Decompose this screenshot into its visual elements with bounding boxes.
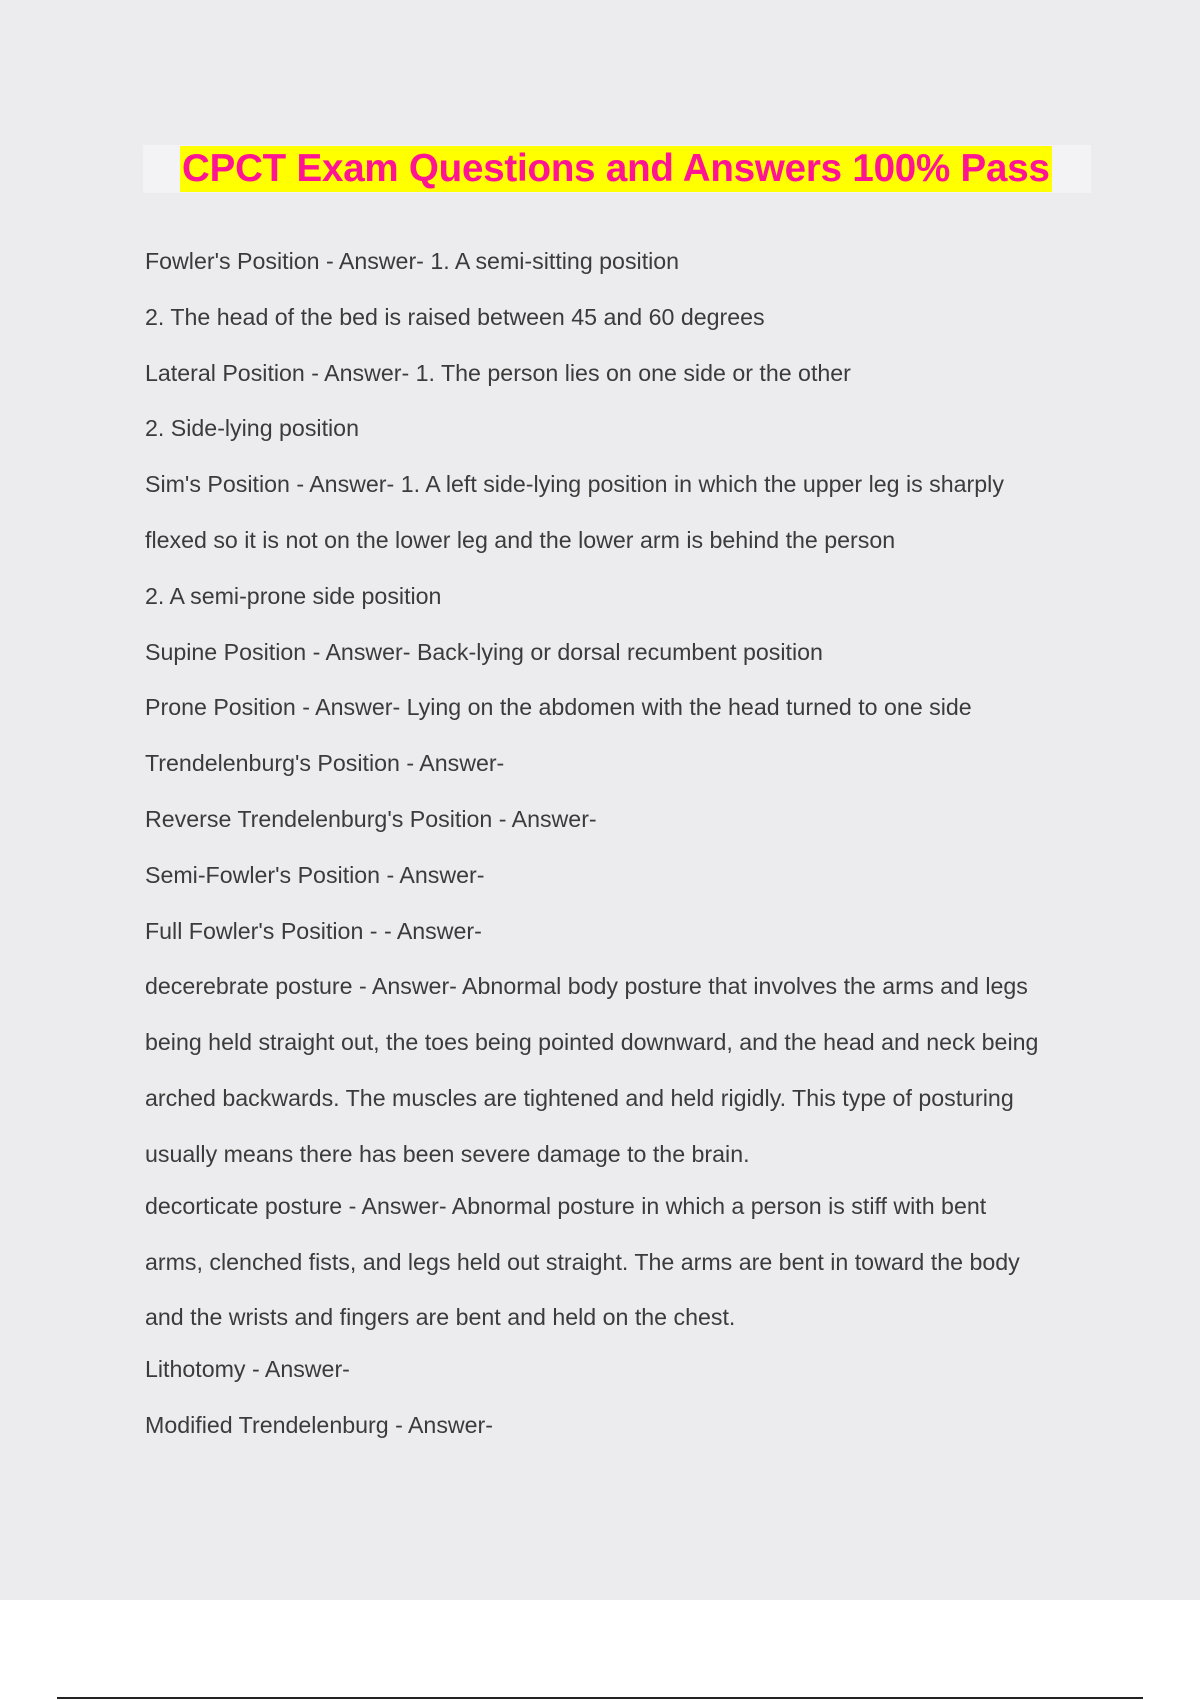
text-line: being held straight out, the toes being pointed downward, and the head and neck being xyxy=(145,1029,1039,1056)
text-line: Sim's Position - Answer- 1. A left side-lying position in which the upper leg is sharply xyxy=(145,471,1004,498)
text-line: arms, clenched fists, and legs held out straight. The arms are bent in toward the body xyxy=(145,1248,1020,1275)
text-line: and the wrists and fingers are bent and held on the chest. xyxy=(145,1304,736,1331)
text-line: Fowler's Position - Answer- 1. A semi-sitting position xyxy=(145,248,680,274)
text-line: 2. A semi-prone side position xyxy=(145,582,442,609)
text-line: Lithotomy - Answer- xyxy=(145,1356,350,1383)
text-line: Reverse Trendelenburg's Position - Answer- xyxy=(145,805,597,832)
text-line: Prone Position - Answer- Lying on the abdomen with the head turned to one side xyxy=(145,694,972,721)
text-line: decerebrate posture - Answer- Abnormal body posture that involves the arms and legs xyxy=(145,973,1028,1000)
text-line: Lateral Position - Answer- 1. The person lies on one side or the other xyxy=(145,359,851,386)
text-line: arched backwards. The muscles are tightened and held rigidly. This type of posturing xyxy=(145,1084,1014,1111)
text-line: Trendelenburg's Position - Answer- xyxy=(145,750,505,777)
text-line: Modified Trendelenburg - Answer- xyxy=(145,1412,493,1439)
text-line: Semi-Fowler's Position - Answer- xyxy=(145,861,485,888)
text-line: usually means there has been severe damage to the brain. xyxy=(145,1140,750,1167)
text-line: decorticate posture - Answer- Abnormal posture in which a person is stiff with bent xyxy=(145,1192,987,1219)
document-title: CPCT Exam Questions and Answers 100% Pass xyxy=(182,147,1050,190)
text-line: 2. Side-lying position xyxy=(145,415,359,442)
text-line: Full Fowler's Position - - Answer- xyxy=(145,917,482,944)
page-divider xyxy=(57,1697,1143,1699)
answer-list xyxy=(145,232,1105,1452)
text-line: Supine Position - Answer- Back-lying or dorsal recumbent position xyxy=(145,638,823,665)
text-line: 2. The head of the bed is raised between 45 and 60 degrees xyxy=(145,303,765,330)
text-line: flexed so it is not on the lower leg and the lower arm is behind the person xyxy=(145,526,896,553)
